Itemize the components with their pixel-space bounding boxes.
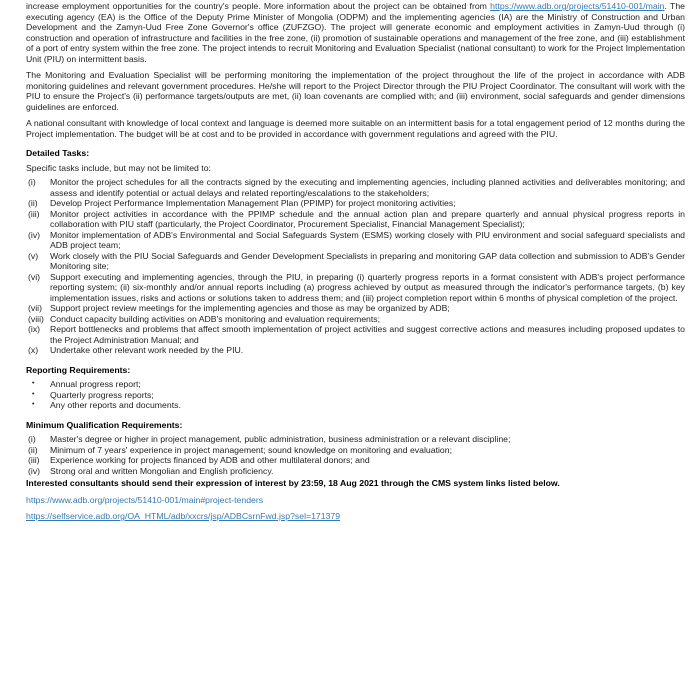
task-item-text: Report bottlenecks and problems that affect smooth implementation of project activities and suggest corrective actions and measures including proposed updates to the Project Administration Manual; and [50,324,685,345]
qualification-item-number: (ii) [28,444,38,455]
task-item-text: Support executing and implementing agencies, through the PIU, in preparing (i) quarterly progress reports in a format consistent with ADB's project performance reporting system; (ii) six-monthly and/or annual reports including (a) progress achieved by output as measured through the indicator's performance targets, (b) key implementation issues, risks and actions or solutions taken to address them; and (iii) project completion report within 6 months of physical completion of the project. [50,271,685,303]
intro-paragraph-1-text-before: increase employment opportunities for the country's people. More information about the project can be obtained from [26,1,491,11]
intro-paragraph-3: A national consultant with knowledge of local context and language is deemed more suitable on an intermittent basis for a total engagement period of 12 months during the Project implementation. The budget will be at cost and to be provided in accordance with government regulations and agreed with the PIU. [26,118,685,139]
task-item-number: (ii) [28,198,38,208]
qualification-item-number: (i) [28,434,36,444]
task-item-number: (vi) [28,271,41,282]
qualification-item [26,434,685,445]
task-item-text: Support project review meetings for the implementing agencies and those as may be organized by ADB; [50,303,450,313]
reporting-requirements-heading: Reporting Requirements: [26,364,131,375]
task-item-number: (v) [28,250,39,261]
task-item [26,303,685,314]
task-item [26,345,685,356]
qualification-item-number: (iv) [28,465,41,476]
detailed-tasks-list [26,177,685,356]
intro-paragraph-1-text-after: . The executing agency (EA) is the Office of the Deputy Prime Minister of Mongolia (ODPM) and the implementing agencies (IA) are the Ministry of Construction and Urban Development and the Zamyn-Uud Free Zone Governor's office (ZUFZGO). The project will generate economic and employment activities in Zamyn-Uud through (i) construction and operation of infrastructure and facilities in the free zone, (ii) promotion of sustainable operations and management of the free zone, and (iii) establishment of a port of entry system within the free zone. The project intends to recruit Monitoring and Evaluation Specialist (national consultant) to work for the Project Implementation Unit (PIU) on intermittent basis. [26,1,685,64]
list-item-text: Annual progress report; [50,379,141,389]
task-item-text: Undertake other relevant work needed by the PIU. [50,345,244,355]
list-item [26,379,685,390]
qualification-item-text: Master's degree or higher in project management, public administration, business administration or a relevant discipline; [50,434,511,444]
cms-selfservice-link[interactable]: https://selfservice.adb.org/OA_HTML/adb/xxcrs/jsp/ADBCsrnFwd.jsp?sel=171379 [26,511,341,521]
qualification-item-number: (iii) [28,455,40,465]
task-item-number: (x) [28,345,39,355]
qualification-item [26,455,685,466]
project-info-link[interactable]: https://www.adb.org/projects/51410-001/main [490,1,665,11]
qualification-list [26,434,685,476]
intro-paragraph-2: The Monitoring and Evaluation Specialist will be performing monitoring the implementation of the project throughout the life of the project in accordance with ADB monitoring guidelines and relevant government procedures. He/she will report to the Project Director through the PIU Project Coordinator. The consultant will work with the PIU to ensure the Project's (ii) performance targets/outputs are met, (ii) loan covenants are complied with; and (iii) environment, social safeguards and gender dimensions guidelines are enforced. [26,70,685,112]
task-item-text: Monitor the project schedules for all the contracts signed by the executing and implementing agencies, including planned activities and deliverables monitoring; and assess and identify potential or actual delays and related reporting/escalations to the stakeholders; [50,177,685,198]
task-item [26,272,685,304]
task-item-number: (i) [28,177,36,187]
task-item-text: Work closely with the PIU Social Safeguards and Gender Development Specialists in preparing and monitoring GAP data collection and submission to ADB's Gender Monitoring site; [50,250,685,271]
task-item-number: (iv) [28,229,41,240]
task-item-text: Monitor implementation of ADB's Environmental and Social Safeguards System (ESMS) working closely with PIU environment and social safeguard specialists and ADB project team; [50,229,685,250]
task-item [26,177,685,198]
task-item [26,198,685,209]
bullet-icon: • [32,401,35,408]
task-item [26,314,685,325]
bullet-icon: • [32,390,35,398]
list-item [26,390,685,401]
task-item [26,230,685,251]
qualification-item-text: Strong oral and written Mongolian and English proficiency. [50,465,274,476]
qualification-item-text: Minimum of 7 years' experience in project management; sound knowledge on monitoring and evaluation; [50,444,452,455]
task-item-text: Develop Project Performance Implementation Management Plan (PPIMP) for project monitoring activities; [50,198,456,208]
bullet-icon: • [32,380,35,387]
task-item-text: Conduct capacity building activities on ADB's monitoring and evaluation requirements; [50,313,381,324]
qualification-item-text: Experience working for projects financed by ADB and other multilateral donors; and [50,455,370,465]
qualification-item [26,445,685,456]
task-item [26,209,685,230]
reporting-requirements-list [26,379,685,411]
intro-paragraph-1 [26,1,685,64]
task-item [26,324,685,345]
detailed-tasks-intro: Specific tasks include, but may not be limited to: [26,162,211,173]
list-item-text: Any other reports and documents. [50,400,181,410]
task-item-number: (ix) [28,324,41,334]
project-tenders-link[interactable]: https://www.adb.org/projects/51410-001/main#project-tenders [26,494,264,505]
expression-of-interest-deadline: Interested consultants should send their expression of interest by 23:59, 18 Aug 2021 through the CMS system links listed below. [26,478,560,488]
list-item-text: Quarterly progress reports; [50,389,154,400]
task-item-number: (iii) [28,208,40,219]
list-item [26,400,685,411]
task-item-number: (viii) [28,313,44,324]
task-item-number: (vii) [28,303,42,313]
detailed-tasks-heading: Detailed Tasks: [26,148,90,158]
task-item [26,251,685,272]
qualification-item [26,466,685,477]
task-item-text: Monitor project activities in accordance with the PPIMP schedule and the annual action plan and prepare quarterly and annual physical progress reports in collaboration with PIU staff (particularly, the Project Coordinator, Procurement Specialist, Financial Management Specialist); [50,208,685,229]
minimum-qualification-heading: Minimum Qualification Requirements: [26,419,183,430]
